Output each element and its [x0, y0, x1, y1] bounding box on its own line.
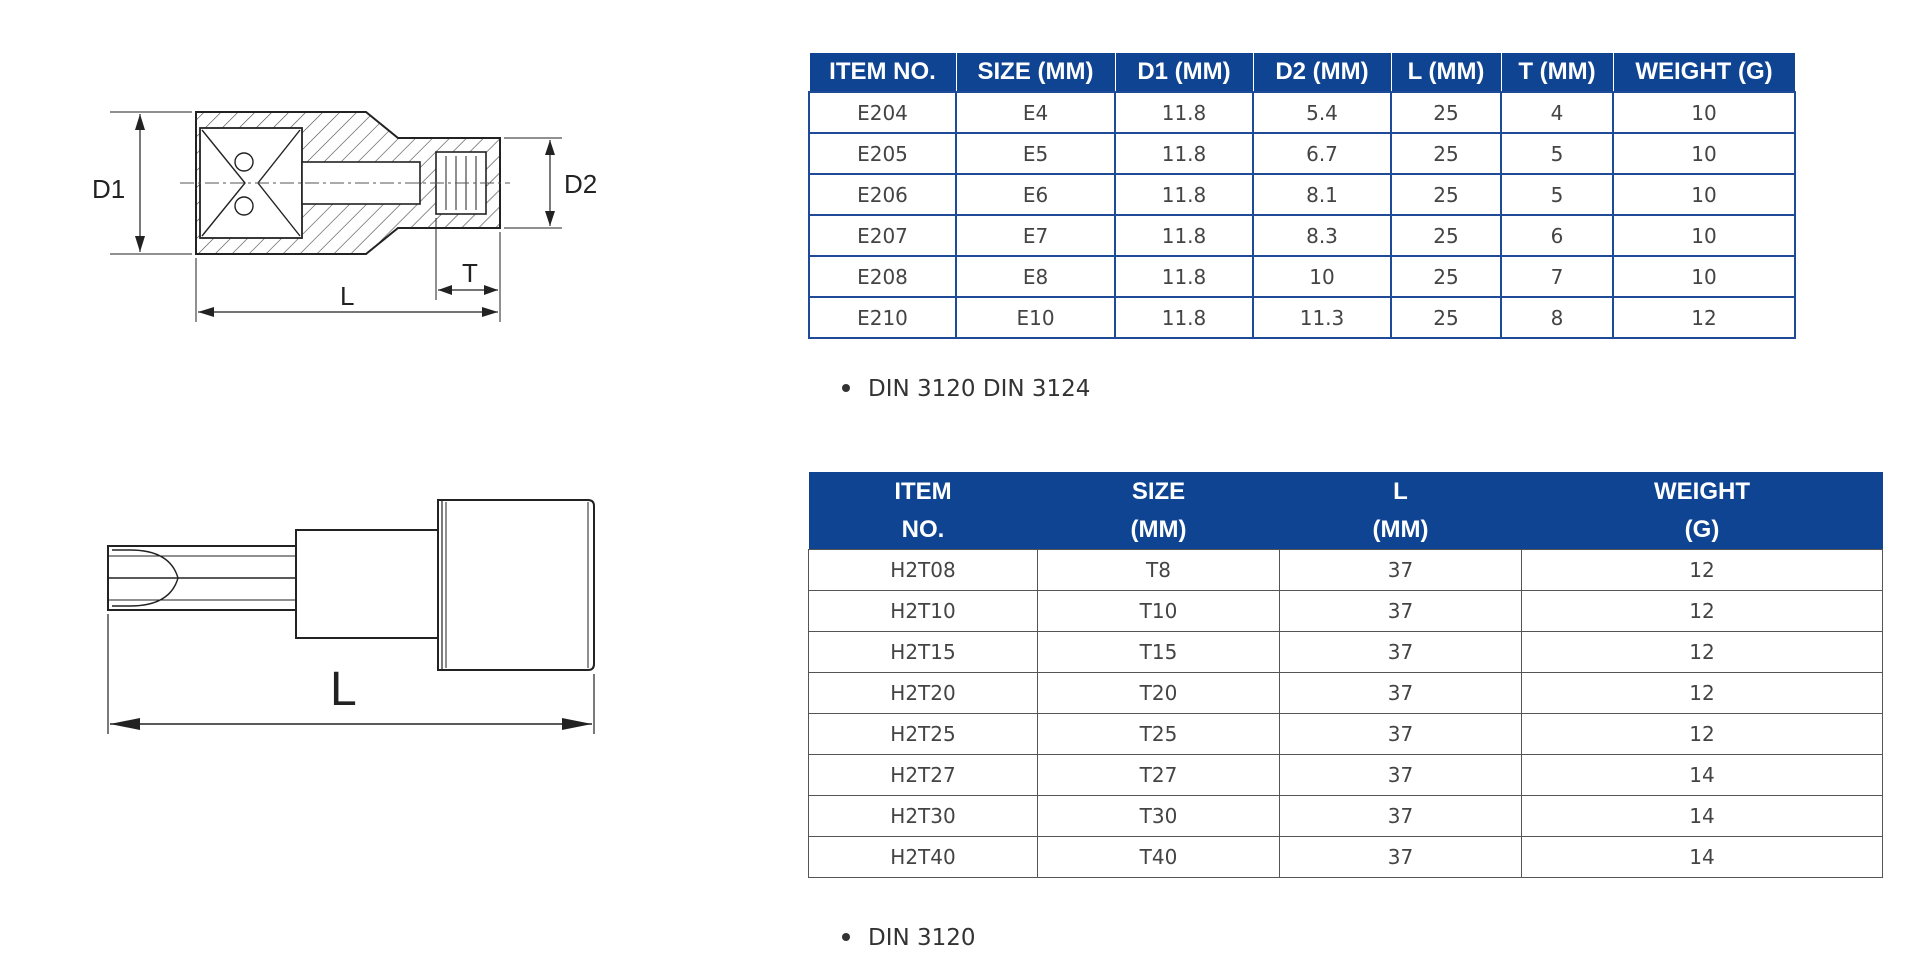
table-row	[809, 215, 1795, 256]
cell-l: 25	[1391, 215, 1501, 256]
cell-item-no: H2T30	[809, 796, 1038, 837]
table-header-row	[809, 472, 1883, 550]
din-note-h-text: DIN 3120	[868, 925, 976, 951]
cell-l: 25	[1391, 174, 1501, 215]
cell-size: T15	[1038, 632, 1280, 673]
cell-item-no: H2T20	[809, 673, 1038, 714]
cell-item-no: H2T10	[809, 591, 1038, 632]
cell-weight: 12	[1522, 632, 1883, 673]
cell-weight: 10	[1613, 133, 1795, 174]
cell-size: E8	[956, 256, 1115, 297]
table-row	[809, 673, 1883, 714]
cell-weight: 10	[1613, 174, 1795, 215]
cell-l: 37	[1280, 632, 1522, 673]
col-header-t: T (MM)	[1501, 53, 1613, 93]
cell-size: E7	[956, 215, 1115, 256]
cell-size: E6	[956, 174, 1115, 215]
cell-l: 37	[1280, 591, 1522, 632]
cell-l: 25	[1391, 92, 1501, 133]
cell-l: 25	[1391, 133, 1501, 174]
cell-item-no: E210	[809, 297, 956, 338]
table-row	[809, 591, 1883, 632]
cell-d1: 11.8	[1115, 174, 1253, 215]
cell-d1: 11.8	[1115, 215, 1253, 256]
cell-weight: 10	[1613, 92, 1795, 133]
cell-d1: 11.8	[1115, 256, 1253, 297]
cell-weight: 10	[1613, 215, 1795, 256]
t-label: T	[462, 258, 478, 288]
cell-d2: 8.3	[1253, 215, 1391, 256]
cell-l: 37	[1280, 755, 1522, 796]
col-header-size: SIZE (MM)	[956, 53, 1115, 93]
table-row	[809, 550, 1883, 591]
cell-d1: 11.8	[1115, 133, 1253, 174]
h2t-socket-drawing	[90, 480, 610, 750]
cell-item-no: E206	[809, 174, 956, 215]
e-series-spec-table	[808, 52, 1796, 339]
cell-d2: 11.3	[1253, 297, 1391, 338]
cell-l: 37	[1280, 837, 1522, 878]
cell-size: E5	[956, 133, 1115, 174]
cell-weight: 10	[1613, 256, 1795, 297]
cell-d1: 11.8	[1115, 92, 1253, 133]
h2t-series-spec-table	[808, 472, 1883, 878]
d1-label: D1	[92, 174, 126, 204]
cell-size: E10	[956, 297, 1115, 338]
cell-l: 25	[1391, 256, 1501, 297]
cell-size: T40	[1038, 837, 1280, 878]
cell-t: 5	[1501, 133, 1613, 174]
col-header-d1: D1 (MM)	[1115, 53, 1253, 93]
h2t-socket-drawing-svg	[90, 480, 610, 750]
cell-item-no: H2T08	[809, 550, 1038, 591]
cell-weight: 14	[1522, 796, 1883, 837]
cell-l: 25	[1391, 297, 1501, 338]
din-note-e-text: DIN 3120 DIN 3124	[868, 376, 1091, 402]
cell-l: 37	[1280, 714, 1522, 755]
cell-item-no: H2T15	[809, 632, 1038, 673]
col-header-size: SIZE (MM)	[1038, 472, 1280, 550]
table-row	[809, 133, 1795, 174]
cell-weight: 14	[1522, 837, 1883, 878]
cell-weight: 12	[1522, 714, 1883, 755]
cell-item-no: E207	[809, 215, 956, 256]
cell-l: 37	[1280, 550, 1522, 591]
cell-size: T20	[1038, 673, 1280, 714]
cell-item-no: H2T27	[809, 755, 1038, 796]
e-socket-drawing	[80, 100, 620, 340]
bullet-dot	[842, 384, 850, 392]
cell-size: T10	[1038, 591, 1280, 632]
cell-weight: 12	[1522, 591, 1883, 632]
col-header-item-no: ITEM NO.	[809, 472, 1038, 550]
cell-d1: 11.8	[1115, 297, 1253, 338]
cell-item-no: H2T25	[809, 714, 1038, 755]
cell-t: 5	[1501, 174, 1613, 215]
cell-t: 4	[1501, 92, 1613, 133]
col-header-d2: D2 (MM)	[1253, 53, 1391, 93]
col-header-weight: WEIGHT (G)	[1522, 472, 1883, 550]
cell-l: 37	[1280, 796, 1522, 837]
l-label: L	[340, 281, 355, 311]
table-row	[809, 297, 1795, 338]
cell-item-no: E205	[809, 133, 956, 174]
cell-l: 37	[1280, 673, 1522, 714]
col-header-l: L (MM)	[1391, 53, 1501, 93]
cell-d2: 10	[1253, 256, 1391, 297]
table-header-row	[809, 53, 1795, 93]
cell-weight: 12	[1613, 297, 1795, 338]
din-note-h	[842, 925, 976, 951]
table-row	[809, 837, 1883, 878]
table-row	[809, 256, 1795, 297]
col-header-weight: WEIGHT (G)	[1613, 53, 1795, 93]
cell-item-no: H2T40	[809, 837, 1038, 878]
table-row	[809, 714, 1883, 755]
cell-t: 6	[1501, 215, 1613, 256]
col-header-l: L (MM)	[1280, 472, 1522, 550]
cell-d2: 8.1	[1253, 174, 1391, 215]
table-row	[809, 755, 1883, 796]
din-note-e	[842, 376, 1090, 402]
table-row	[809, 174, 1795, 215]
cell-t: 7	[1501, 256, 1613, 297]
table-row	[809, 796, 1883, 837]
cell-size: T30	[1038, 796, 1280, 837]
col-header-item-no: ITEM NO.	[809, 53, 956, 93]
cell-weight: 14	[1522, 755, 1883, 796]
cell-item-no: E204	[809, 92, 956, 133]
cell-weight: 12	[1522, 550, 1883, 591]
cell-item-no: E208	[809, 256, 956, 297]
cell-weight: 12	[1522, 673, 1883, 714]
table-row	[809, 92, 1795, 133]
cell-d2: 5.4	[1253, 92, 1391, 133]
cell-size: T27	[1038, 755, 1280, 796]
l-label-large: L	[330, 663, 357, 716]
e-socket-drawing-svg	[80, 100, 620, 340]
cell-t: 8	[1501, 297, 1613, 338]
cell-size: E4	[956, 92, 1115, 133]
cell-size: T8	[1038, 550, 1280, 591]
cell-d2: 6.7	[1253, 133, 1391, 174]
table-row	[809, 632, 1883, 673]
cell-size: T25	[1038, 714, 1280, 755]
d2-label: D2	[564, 169, 598, 199]
bullet-dot	[842, 933, 850, 941]
